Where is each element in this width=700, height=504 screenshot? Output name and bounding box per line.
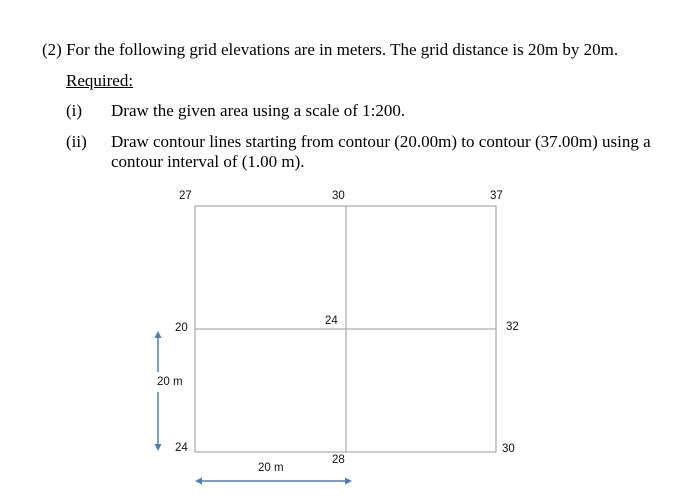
- vertical-dimension-label: 20 m: [157, 376, 183, 388]
- elevation-bottom-left: 24: [175, 442, 188, 454]
- elevation-center: 24: [325, 315, 338, 327]
- elevation-top-mid: 30: [332, 190, 345, 202]
- elevation-top-left: 27: [179, 190, 192, 202]
- vertical-dimension-arrow: [155, 331, 162, 451]
- horizontal-dimension-arrow: [195, 478, 352, 485]
- horizontal-dimension-label: 20 m: [258, 462, 284, 474]
- item-2-number: (ii): [66, 132, 87, 151]
- question-heading: (2) For the following grid elevations are in meters. The grid distance is 20m by 20m.: [42, 40, 619, 59]
- required-label: Required:: [66, 71, 134, 90]
- elevation-top-right: 37: [490, 190, 503, 202]
- elevation-mid-right: 32: [506, 321, 519, 333]
- item-2-text-line2: contour interval of (1.00 m).: [111, 152, 305, 171]
- item-1-number: (i): [66, 101, 83, 120]
- item-1-text: Draw the given area using a scale of 1:200.: [111, 101, 406, 120]
- elevation-bottom-mid: 28: [332, 454, 345, 466]
- elevation-bottom-right: 30: [502, 443, 515, 455]
- item-2-text-line1: Draw contour lines starting from contour (20.00m) to contour (37.00m) using a: [111, 132, 651, 151]
- elevation-mid-left: 20: [175, 322, 188, 334]
